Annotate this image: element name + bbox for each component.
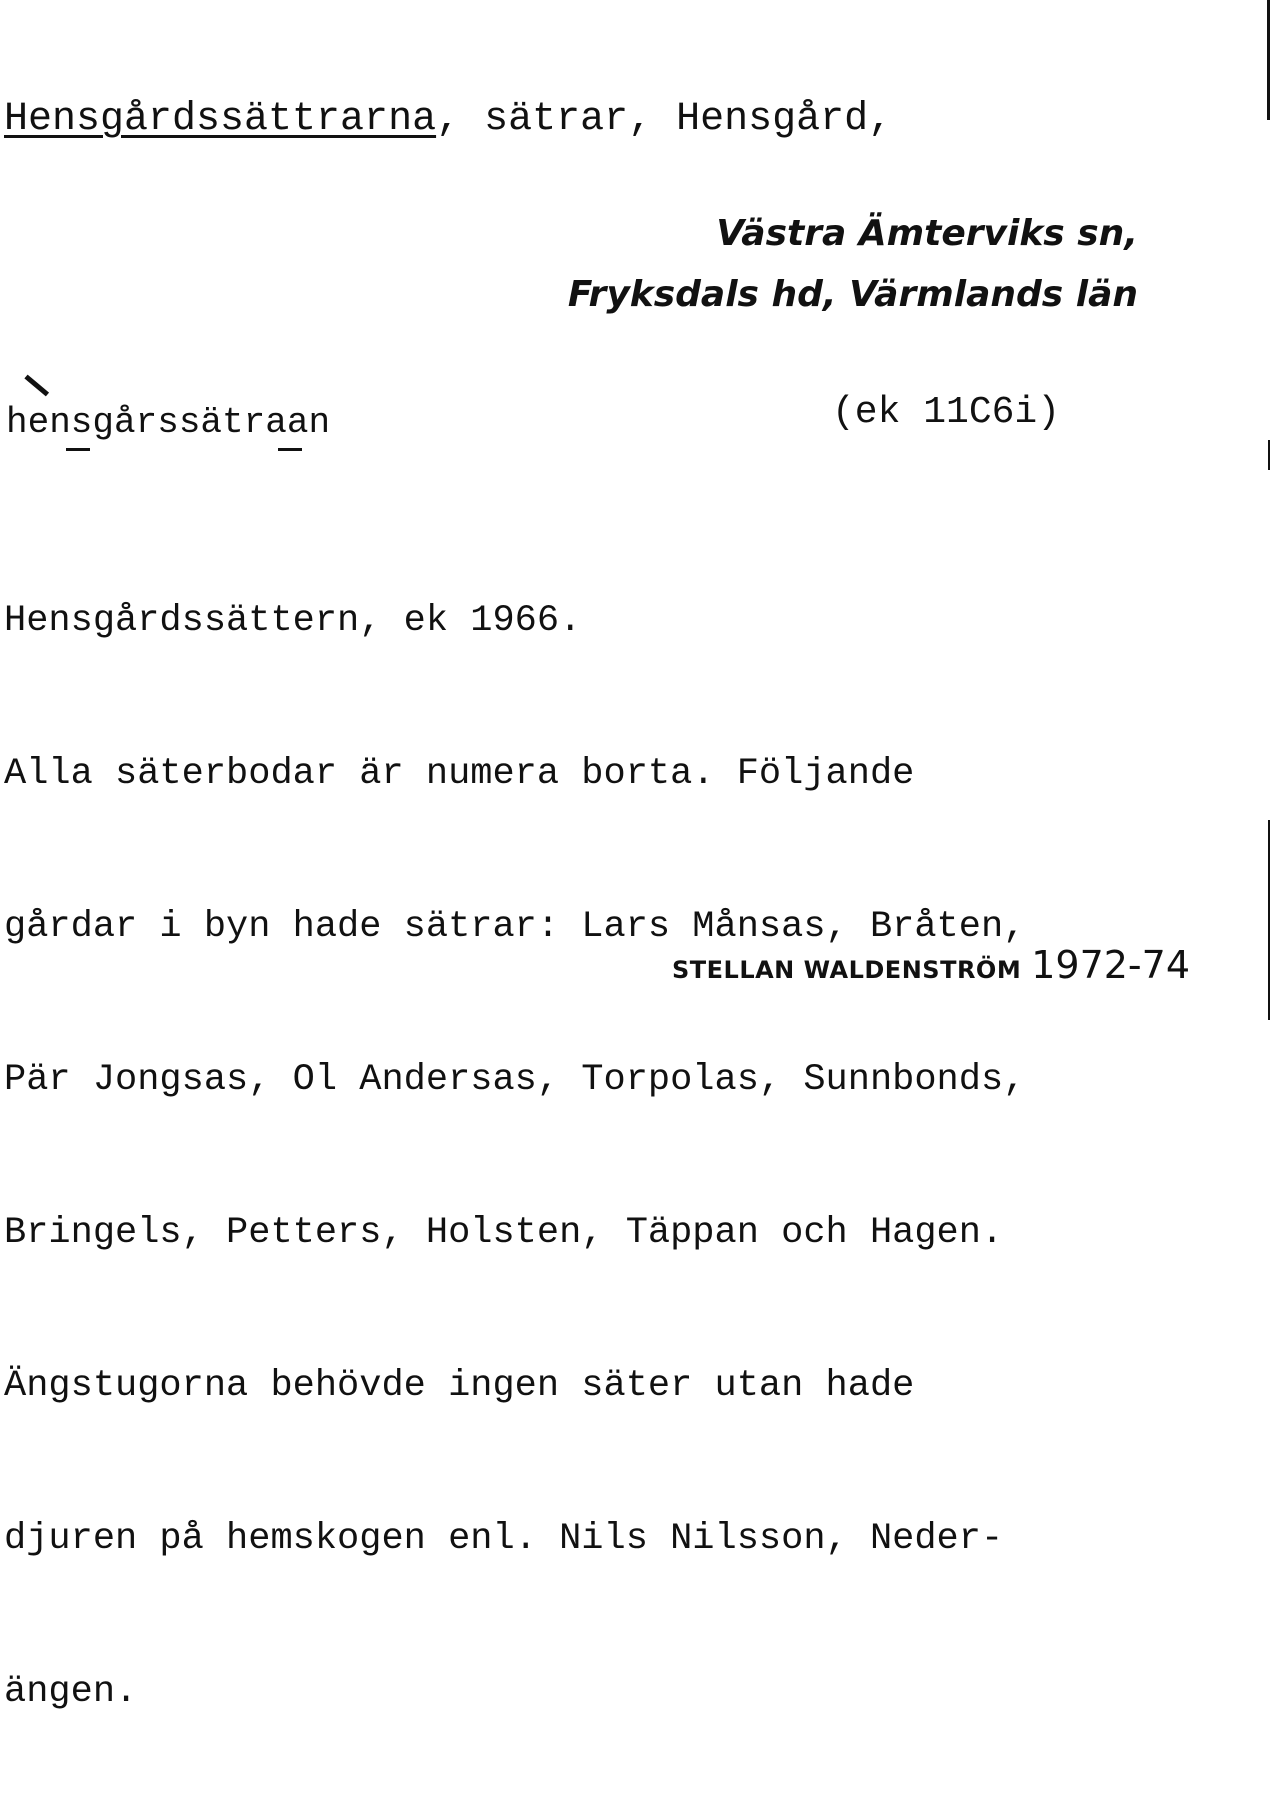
- pronunciation: hensgårssätraan: [6, 402, 331, 443]
- body-line: gårdar i byn hade sätrar: Lars Månsas, Bråten,: [4, 906, 1026, 948]
- stress-mark: [24, 375, 49, 397]
- card-edge-line: [1268, 440, 1270, 470]
- signature: [672, 940, 1190, 999]
- body-text: [4, 494, 1025, 1820]
- pronunciation-underline-t: [278, 448, 302, 451]
- pronunciation-underline-n: [66, 448, 90, 451]
- body-line: djuren på hemskogen enl. Nils Nilsson, Neder-: [4, 1518, 1004, 1560]
- headword-line: [4, 96, 892, 144]
- district-label: Fryksdals hd, Värmlands län: [567, 274, 1138, 315]
- body-line: Pär Jongsas, Ol Andersas, Torpolas, Sunnbonds,: [4, 1059, 1026, 1101]
- body-line: Alla säterbodar är numera borta. Följande: [4, 753, 915, 795]
- headword-description: , sätrar, Hensgård,: [436, 97, 893, 142]
- signature-name: STELLAN WALDENSTRÖM: [671, 956, 1022, 984]
- parish-label: Västra Ämterviks sn,: [716, 213, 1138, 254]
- pronunciation-reference: (ek 11C6i): [832, 391, 1061, 434]
- signature-years: 1972-74: [1031, 943, 1190, 987]
- headword: Hensgårdssättrarna: [4, 97, 437, 142]
- body-line: Bringels, Petters, Holsten, Täppan och Hagen.: [4, 1212, 1004, 1254]
- body-line: Hensgårdssättern, ek 1966.: [4, 600, 582, 642]
- body-line: Ängstugorna behövde ingen säter utan hade: [4, 1365, 915, 1407]
- body-line: ängen.: [4, 1671, 138, 1713]
- card-edge-line: [1267, 0, 1270, 120]
- card-edge-line: [1268, 820, 1270, 1020]
